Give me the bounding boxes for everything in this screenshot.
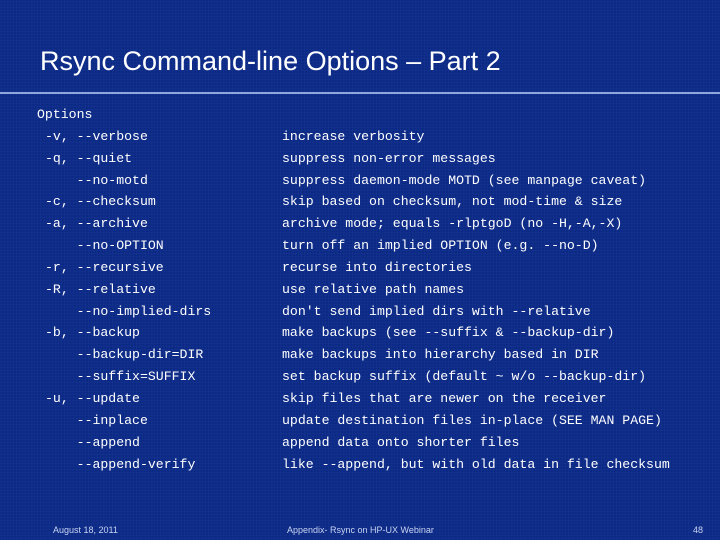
option-flag: -v, --verbose (45, 128, 148, 144)
option-row (37, 454, 670, 476)
option-flag: -b, --backup (45, 325, 140, 341)
options-list (37, 104, 670, 475)
option-row (37, 301, 591, 323)
option-row (37, 432, 520, 454)
footer-date: August 18, 2011 (53, 525, 118, 535)
option-flag: --suffix=SUFFIX (45, 369, 196, 385)
option-description: set backup suffix (default ~ w/o --backup-dir) (282, 369, 647, 385)
option-description: make backups into hierarchy based in DIR (282, 347, 599, 363)
option-row (37, 213, 623, 235)
option-row (37, 148, 496, 170)
option-flag: -c, --checksum (45, 194, 156, 210)
option-row (37, 257, 472, 279)
option-description: skip files that are newer on the receiver (282, 390, 607, 406)
slide-number: 48 (692, 525, 703, 535)
option-row (37, 170, 647, 192)
option-flag: -q, --quiet (45, 150, 133, 166)
option-description: suppress daemon-mode MOTD (see manpage caveat) (282, 172, 647, 188)
option-flag: --no-implied-dirs (45, 303, 212, 319)
slide-title: Rsync Command-line Options – Part 2 (40, 46, 501, 76)
option-row (37, 388, 607, 410)
option-description: like --append, but with old data in file checksum (282, 456, 670, 472)
option-row (37, 126, 425, 148)
option-flag: --append-verify (45, 456, 196, 472)
option-description: append data onto shorter files (282, 434, 520, 450)
option-flag: -R, --relative (45, 281, 156, 297)
option-flag: --no-motd (45, 172, 148, 188)
option-description: recurse into directories (282, 259, 472, 275)
option-flag: --no-OPTION (45, 238, 164, 254)
option-flag: -r, --recursive (45, 259, 164, 275)
option-row (37, 344, 599, 366)
option-description: increase verbosity (282, 128, 425, 144)
options-heading: Options (37, 107, 93, 122)
option-flag: -u, --update (45, 390, 140, 406)
option-flag: --backup-dir=DIR (45, 347, 204, 363)
option-flag: -a, --archive (45, 216, 148, 232)
option-description: turn off an implied OPTION (e.g. --no-D) (282, 238, 599, 254)
option-description: use relative path names (282, 281, 465, 297)
option-description: don't send implied dirs with --relative (282, 303, 591, 319)
option-flag: --inplace (45, 412, 148, 428)
option-description: suppress non-error messages (282, 150, 496, 166)
title-divider (0, 92, 720, 94)
option-row (37, 366, 647, 388)
option-row (37, 235, 599, 257)
option-row (37, 410, 662, 432)
option-description: update destination files in-place (SEE MAN PAGE) (282, 412, 662, 428)
option-description: make backups (see --suffix & --backup-dir) (282, 325, 615, 341)
option-flag: --append (45, 434, 140, 450)
option-row (37, 322, 615, 344)
option-description: archive mode; equals -rlptgoD (no -H,-A,-X) (282, 216, 623, 232)
option-description: skip based on checksum, not mod-time & size (282, 194, 623, 210)
option-row (37, 191, 623, 213)
footer-presentation-title: Appendix- Rsync on HP-UX Webinar (287, 525, 434, 535)
option-row (37, 279, 465, 301)
